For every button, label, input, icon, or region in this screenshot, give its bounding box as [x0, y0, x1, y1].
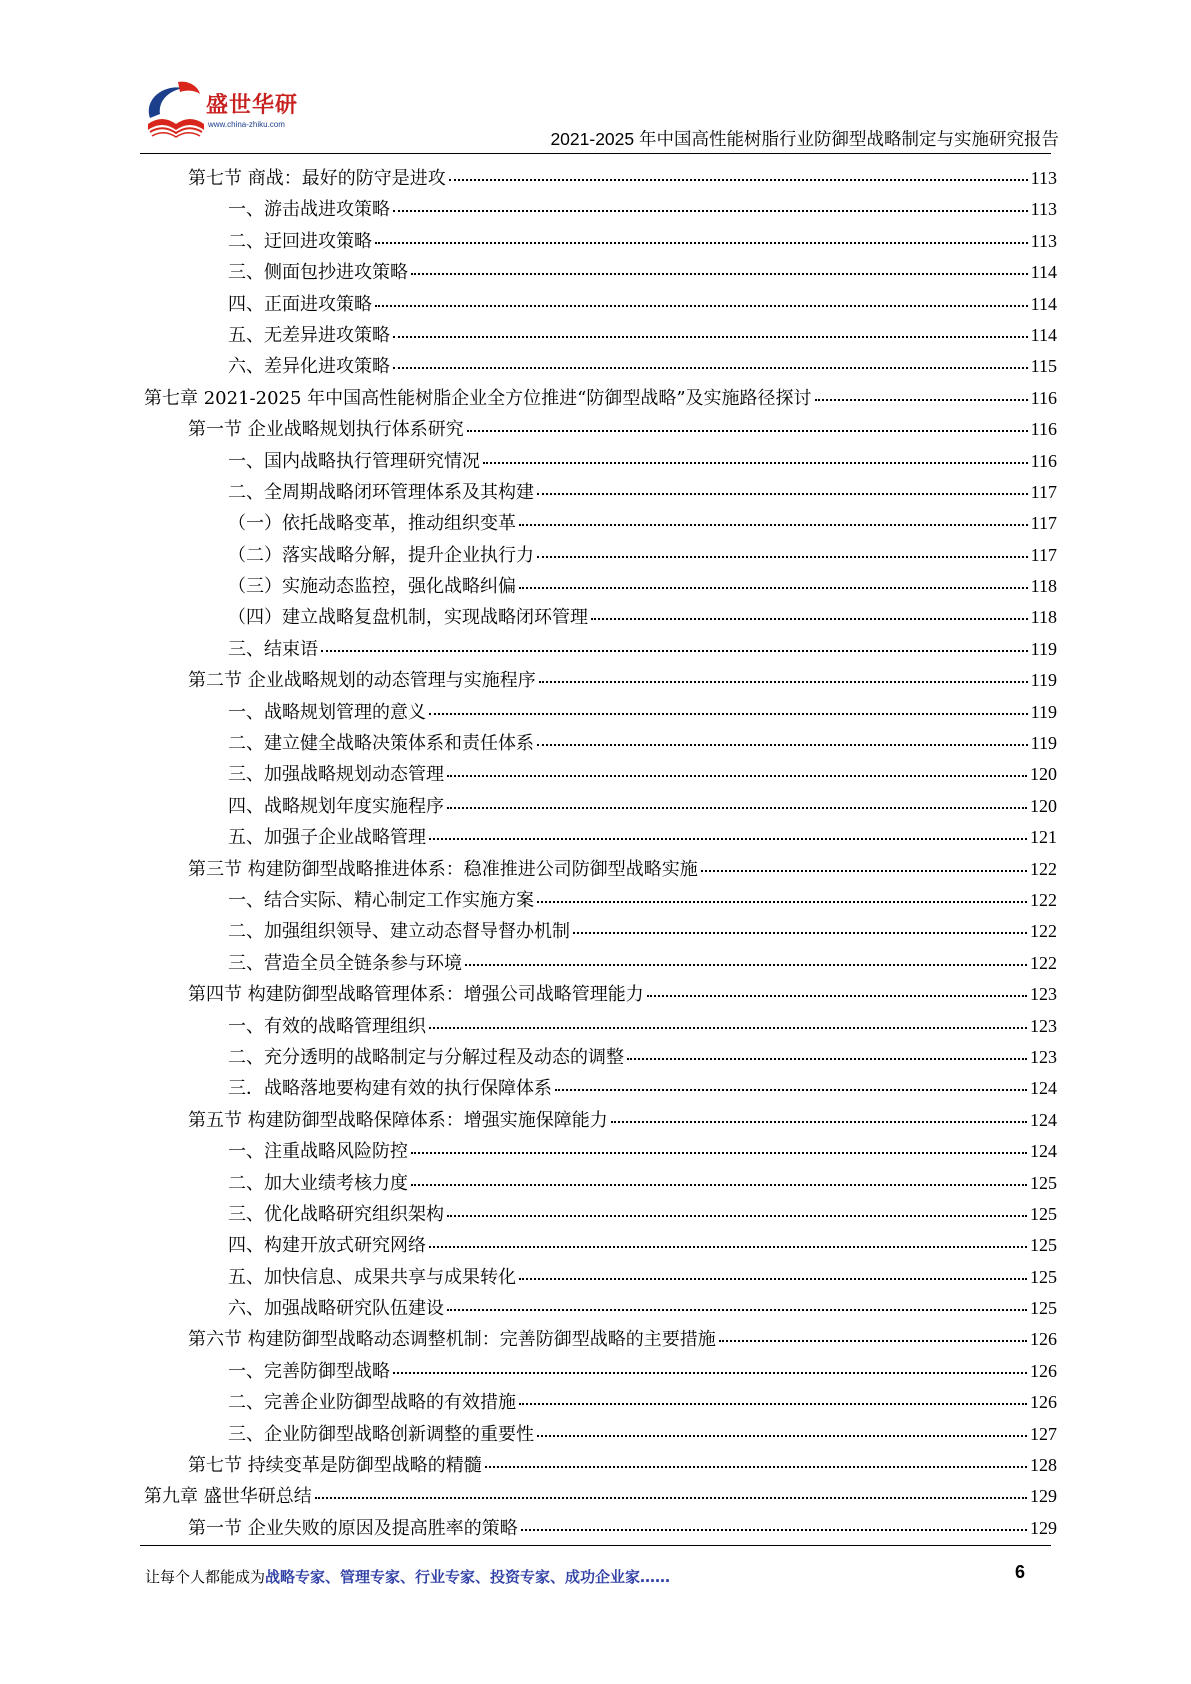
- toc-dot-leader: [429, 1246, 1027, 1248]
- toc-entry-page: 125: [1030, 1298, 1057, 1319]
- toc-dot-leader: [573, 932, 1027, 934]
- toc-entry-page: 120: [1030, 764, 1057, 785]
- toc-entry-title: 六、加强战略研究队伍建设: [228, 1298, 444, 1320]
- toc-entry-page: 125: [1030, 1203, 1057, 1224]
- toc-entry-title: 一、国内战略执行管理研究情况: [228, 450, 480, 472]
- toc-entry-page: 129: [1030, 1486, 1057, 1507]
- footer-slogan-prefix: 让每个人都能成为: [145, 1568, 266, 1586]
- toc-dot-leader: [429, 713, 1028, 715]
- toc-entry-title: 二、全周期战略闭环管理体系及其构建: [228, 481, 534, 503]
- toc-entry-title: 二、迂回进攻策略: [228, 230, 372, 252]
- toc-entry-page: 122: [1030, 921, 1057, 942]
- toc-dot-leader: [465, 964, 1027, 966]
- toc-entry-title: 三、侧面包抄进攻策略: [228, 262, 408, 284]
- toc-entry[interactable]: [144, 916, 1057, 947]
- toc-entry[interactable]: [144, 1073, 1057, 1104]
- toc-entry-title: 三、优化战略研究组织架构: [228, 1203, 444, 1225]
- toc-entry-page: 122: [1030, 952, 1057, 973]
- toc-entry-page: 117: [1030, 544, 1057, 565]
- toc-dot-leader: [411, 1152, 1027, 1154]
- toc-entry[interactable]: [144, 728, 1057, 759]
- toc-entry[interactable]: [144, 1230, 1057, 1261]
- toc-entry[interactable]: [144, 1168, 1057, 1199]
- company-logo: [140, 80, 310, 144]
- toc-dot-leader: [467, 430, 1028, 432]
- toc-entry-title: 第七节 持续变革是防御型战略的精髓: [188, 1455, 482, 1477]
- toc-entry[interactable]: [144, 1199, 1057, 1230]
- toc-entry[interactable]: [144, 257, 1057, 288]
- toc-dot-leader: [537, 901, 1027, 903]
- toc-dot-leader: [815, 399, 1028, 401]
- toc-entry-title: 二、充分透明的战略制定与分解过程及动态的调整: [228, 1046, 624, 1068]
- toc-entry-page: 119: [1030, 670, 1057, 691]
- toc-entry[interactable]: [144, 1513, 1057, 1544]
- toc-entry-page: 126: [1030, 1360, 1057, 1381]
- brand-url: www.china-zhiku.com: [208, 120, 285, 129]
- page-header: [0, 0, 1191, 150]
- toc-entry[interactable]: [144, 571, 1057, 602]
- toc-dot-leader: [537, 556, 1028, 558]
- toc-entry-title: 第九章 盛世华研总结: [144, 1486, 312, 1508]
- toc-entry-page: 122: [1030, 858, 1057, 879]
- toc-entry[interactable]: [144, 414, 1057, 445]
- toc-entry[interactable]: [144, 226, 1057, 257]
- header-divider: [140, 153, 1051, 154]
- toc-dot-leader: [519, 587, 1028, 589]
- footer-slogan: [145, 1566, 670, 1587]
- page-number: 6: [1015, 1562, 1026, 1582]
- toc-entry[interactable]: [144, 508, 1057, 539]
- toc-dot-leader: [411, 1184, 1027, 1186]
- toc-entry[interactable]: [144, 1042, 1057, 1073]
- toc-entry[interactable]: [144, 759, 1057, 790]
- toc-entry-title: 一、有效的战略管理组织: [228, 1015, 426, 1037]
- toc-entry-page: 117: [1030, 513, 1057, 534]
- toc-dot-leader: [537, 744, 1028, 746]
- toc-entry-title: 二、加强组织领导、建立动态督导督办机制: [228, 921, 570, 943]
- toc-entry-title: （三）实施动态监控，强化战略纠偏: [228, 576, 516, 598]
- logo-emblem-icon: [140, 80, 210, 144]
- toc-entry[interactable]: [144, 602, 1057, 633]
- toc-entry-title: 三、加强战略规划动态管理: [228, 764, 444, 786]
- toc-entry-title: 四、构建开放式研究网络: [228, 1235, 426, 1257]
- toc-entry[interactable]: [144, 194, 1057, 225]
- toc-entry-page: 116: [1030, 387, 1057, 408]
- toc-dot-leader: [375, 305, 1028, 307]
- footer-slogan-highlight: 战略专家、管理专家、行业专家、投资专家、成功企业家……: [265, 1568, 671, 1586]
- toc-dot-leader: [429, 838, 1027, 840]
- toc-entry-title: 第二节 企业战略规划的动态管理与实施程序: [188, 670, 536, 692]
- toc-entry-title: 四、战略规划年度实施程序: [228, 795, 444, 817]
- toc-entry-title: 第一节 企业失败的原因及提高胜率的策略: [188, 1517, 518, 1539]
- toc-entry-title: 三、企业防御型战略创新调整的重要性: [228, 1423, 534, 1445]
- toc-entry-title: 六、差异化进攻策略: [228, 356, 390, 378]
- toc-entry-page: 114: [1030, 293, 1057, 314]
- toc-entry-title: 三．战略落地要构建有效的执行保障体系: [228, 1078, 552, 1100]
- toc-entry-page: 122: [1030, 889, 1057, 910]
- toc-entry-page: 120: [1030, 795, 1057, 816]
- toc-dot-leader: [627, 1058, 1027, 1060]
- toc-dot-leader: [447, 807, 1027, 809]
- toc-dot-leader: [555, 1089, 1027, 1091]
- toc-entry-page: 123: [1030, 984, 1057, 1005]
- toc-dot-leader: [429, 1027, 1027, 1029]
- toc-entry-title: 第一节 企业战略规划执行体系研究: [188, 419, 464, 441]
- toc-entry-page: 119: [1030, 701, 1057, 722]
- toc-entry[interactable]: [144, 665, 1057, 696]
- toc-dot-leader: [591, 618, 1028, 620]
- toc-entry-title: （四）建立战略复盘机制，实现战略闭环管理: [228, 607, 588, 629]
- toc-entry[interactable]: [144, 979, 1057, 1010]
- toc-entry-page: 124: [1030, 1109, 1057, 1130]
- toc-entry[interactable]: [144, 1324, 1057, 1355]
- toc-dot-leader: [447, 1215, 1027, 1217]
- toc-entry[interactable]: [144, 854, 1057, 885]
- toc-dot-leader: [483, 462, 1028, 464]
- toc-entry-page: 123: [1030, 1015, 1057, 1036]
- toc-entry-page: 116: [1030, 450, 1057, 471]
- toc-entry[interactable]: [144, 289, 1057, 320]
- toc-dot-leader: [393, 336, 1028, 338]
- report-title: 2021-2025 年中国高性能树脂行业防御型战略制定与实施研究报告: [550, 129, 1059, 149]
- toc-entry[interactable]: [144, 163, 1057, 194]
- toc-entry-page: 113: [1030, 168, 1057, 188]
- toc-entry[interactable]: [144, 885, 1057, 916]
- toc-dot-leader: [393, 367, 1028, 369]
- toc-entry[interactable]: [144, 1262, 1057, 1293]
- toc-entry-page: 126: [1030, 1329, 1057, 1350]
- toc-entry-page: 116: [1030, 419, 1057, 440]
- toc-entry[interactable]: [144, 446, 1057, 477]
- toc-dot-leader: [375, 242, 1028, 244]
- toc-dot-leader: [519, 524, 1028, 526]
- toc-entry[interactable]: [144, 634, 1057, 665]
- toc-entry-title: 三、营造全员全链条参与环境: [228, 952, 462, 974]
- toc-entry[interactable]: [144, 1387, 1057, 1418]
- toc-entry-title: 五、加快信息、成果共享与成果转化: [228, 1266, 516, 1288]
- toc-entry[interactable]: [144, 1011, 1057, 1042]
- toc-entry-page: 117: [1030, 481, 1057, 502]
- toc-dot-leader: [539, 681, 1028, 683]
- toc-entry-page: 121: [1030, 827, 1057, 848]
- toc-entry-page: 114: [1030, 324, 1057, 345]
- toc-dot-leader: [393, 210, 1028, 212]
- toc-entry[interactable]: [144, 1481, 1057, 1512]
- toc-entry[interactable]: [144, 320, 1057, 351]
- toc-entry[interactable]: [144, 791, 1057, 822]
- toc-entry-page: 126: [1030, 1392, 1057, 1413]
- toc-dot-leader: [719, 1340, 1027, 1342]
- toc-entry-page: 119: [1030, 638, 1057, 659]
- toc-entry-page: 115: [1030, 356, 1057, 377]
- toc-entry-page: 125: [1030, 1172, 1057, 1193]
- toc-entry[interactable]: [144, 383, 1057, 414]
- toc-entry[interactable]: [144, 822, 1057, 853]
- toc-dot-leader: [519, 1403, 1027, 1405]
- toc-dot-leader: [449, 179, 1028, 181]
- toc-entry[interactable]: [144, 1293, 1057, 1324]
- toc-entry-page: 118: [1030, 607, 1057, 628]
- toc-entry[interactable]: [144, 540, 1057, 571]
- toc-dot-leader: [537, 1435, 1027, 1437]
- toc-entry-page: 125: [1030, 1235, 1057, 1256]
- toc-dot-leader: [611, 1121, 1027, 1123]
- toc-entry-title: 一、完善防御型战略: [228, 1360, 390, 1382]
- toc-dot-leader: [447, 1309, 1027, 1311]
- toc-entry-page: 129: [1030, 1517, 1057, 1538]
- toc-entry-title: 三、结束语: [228, 638, 318, 660]
- toc-dot-leader: [647, 995, 1027, 997]
- footer-divider: [140, 1545, 1051, 1546]
- toc-entry-title: 第三节 构建防御型战略推进体系：稳准推进公司防御型战略实施: [188, 858, 698, 880]
- toc-entry-title: 一、结合实际、精心制定工作实施方案: [228, 889, 534, 911]
- toc-entry-title: 第五节 构建防御型战略保障体系：增强实施保障能力: [188, 1109, 608, 1131]
- toc-entry-page: 125: [1030, 1266, 1057, 1287]
- toc-entry-page: 114: [1030, 262, 1057, 283]
- toc-entry-title: 第七节 商战：最好的防守是进攻: [188, 168, 446, 189]
- toc-entry-title: 一、注重战略风险防控: [228, 1141, 408, 1163]
- toc-entry[interactable]: [144, 697, 1057, 728]
- toc-entry-page: 119: [1030, 733, 1057, 754]
- toc-entry[interactable]: [144, 1450, 1057, 1481]
- toc-entry-page: 127: [1030, 1423, 1057, 1444]
- toc-dot-leader: [701, 870, 1027, 872]
- toc-entry-page: 123: [1030, 1046, 1057, 1067]
- toc-entry-title: 二、加大业绩考核力度: [228, 1172, 408, 1194]
- toc-entry-page: 118: [1030, 576, 1057, 597]
- toc-dot-leader: [485, 1466, 1027, 1468]
- toc-dot-leader: [519, 1278, 1027, 1280]
- toc-entry-title: 第六节 构建防御型战略动态调整机制：完善防御型战略的主要措施: [188, 1329, 716, 1351]
- toc-entry[interactable]: [144, 477, 1057, 508]
- toc-dot-leader: [537, 493, 1028, 495]
- toc-entry-title: （二）落实战略分解，提升企业执行力: [228, 544, 534, 566]
- toc-dot-leader: [521, 1529, 1027, 1531]
- toc-entry[interactable]: [144, 351, 1057, 382]
- toc-entry-page: 113: [1030, 199, 1057, 220]
- toc-entry-title: 一、战略规划管理的意义: [228, 701, 426, 723]
- toc-dot-leader: [321, 650, 1028, 652]
- toc-entry[interactable]: [144, 1136, 1057, 1167]
- toc-entry-title: 四、正面进攻策略: [228, 293, 372, 315]
- toc-dot-leader: [447, 775, 1027, 777]
- toc-entry-page: 128: [1030, 1455, 1057, 1476]
- toc-entry[interactable]: [144, 1356, 1057, 1387]
- toc-entry-title: 五、加强子企业战略管理: [228, 827, 426, 849]
- toc-entry-title: 二、完善企业防御型战略的有效措施: [228, 1392, 516, 1414]
- toc-dot-leader: [315, 1497, 1027, 1499]
- toc-entry-title: 一、游击战进攻策略: [228, 199, 390, 221]
- toc-dot-leader: [393, 1372, 1027, 1374]
- toc-entry-page: 124: [1030, 1078, 1057, 1099]
- table-of-contents: [144, 163, 1057, 1544]
- toc-entry-page: 124: [1030, 1141, 1057, 1162]
- brand-name: 盛世华研: [206, 93, 299, 118]
- toc-dot-leader: [411, 273, 1028, 275]
- toc-entry-title: 第四节 构建防御型战略管理体系：增强公司战略管理能力: [188, 984, 644, 1006]
- toc-entry[interactable]: [144, 1419, 1057, 1450]
- toc-entry[interactable]: [144, 948, 1057, 979]
- toc-entry[interactable]: [144, 1105, 1057, 1136]
- toc-entry-title: （一）依托战略变革，推动组织变革: [228, 513, 516, 535]
- toc-entry-title: 第七章 2021-2025 年中国高性能树脂企业全方位推进“防御型战略”及实施路径探讨: [144, 387, 812, 409]
- toc-entry-page: 113: [1030, 230, 1057, 251]
- toc-entry-title: 五、无差异进攻策略: [228, 324, 390, 346]
- toc-entry-title: 二、建立健全战略决策体系和责任体系: [228, 733, 534, 755]
